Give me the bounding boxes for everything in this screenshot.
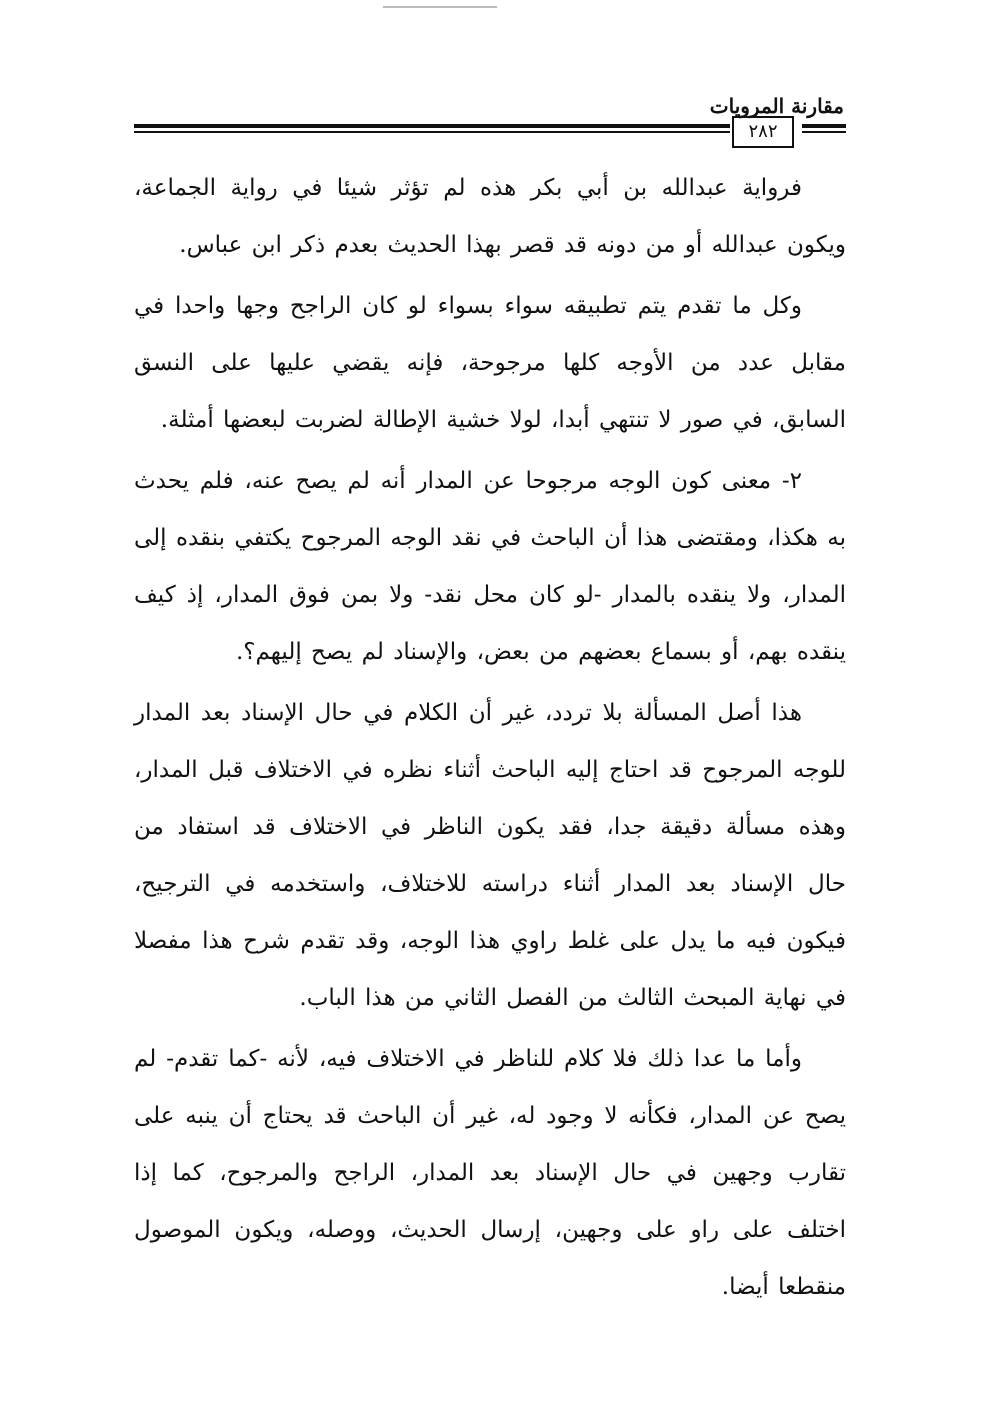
header-rule-right-thin — [802, 131, 846, 133]
header-rule-thick — [134, 124, 730, 128]
header-rule-right-thick — [802, 124, 846, 128]
page-body — [134, 160, 846, 1320]
paragraph-1: فرواية عبدالله بن أبي بكر هذه لم تؤثر شيئا في رواية الجماعة، ويكون عبدالله أو من دونه قد قصر بهذا الحديث بعدم ذكر ابن عباس. — [134, 175, 846, 258]
paragraph-4: هذا أصل المسألة بلا تردد، غير أن الكلام في حال الإسناد بعد المدار للوجه المرجوح قد احتاج إليه الباحث أثناء نظره في الاختلاف قبل المدار، وهذه مسألة دقيقة جدا، فقد يكون الناظر في الاختلاف قد استفاد من حال الإسناد بعد المدار أثناء دراسته للاختلاف، واستخدمه في الترجيح، فيكون فيه ما يدل على غلط راوي هذا الوجه، وقد تقدم شرح هذا مفصلا في نهاية المبحث الثالث من الفصل الثاني من هذا الباب. — [134, 700, 846, 1011]
paragraph-2: وكل ما تقدم يتم تطبيقه سواء بسواء لو كان الراجح وجها واحدا في مقابل عدد من الأوجه كلها مرجوحة، فإنه يقضي عليها على النسق السابق، في صور لا تنتهي أبدا، لولا خشية الإطالة لضربت لبعضها أمثلة. — [134, 293, 846, 433]
paragraph-5: وأما ما عدا ذلك فلا كلام للناظر في الاختلاف فيه، لأنه -كما تقدم- لم يصح عن المدار، فكأنه لا وجود له، غير أن الباحث قد يحتاج أن ينبه على تقارب وجهين في حال الإسناد بعد المدار، الراجح والمرجوح، كما إذا اختلف على راو على وجهين، إرسال الحديث، ووصله، ويكون الموصول منقطعا أيضا. — [134, 1046, 846, 1300]
page-number: ٢٨٢ — [732, 116, 794, 148]
running-title: مقارنة المرويات — [709, 94, 844, 118]
header-rule-thin — [134, 131, 730, 133]
scan-artifact-line — [383, 6, 497, 8]
paragraph-3: ٢- معنى كون الوجه مرجوحا عن المدار أنه لم يصح عنه، فلم يحدث به هكذا، ومقتضى هذا أن الباحث في نقد الوجه المرجوح يكتفي بنقده إلى المدار، ولا ينقده بالمدار -لو كان محل نقد- ولا بمن فوق المدار، إذ كيف ينقده بهم، أو بسماع بعضهم من بعض، والإسناد لم يصح إليهم؟. — [134, 468, 846, 665]
page-header — [134, 86, 846, 148]
